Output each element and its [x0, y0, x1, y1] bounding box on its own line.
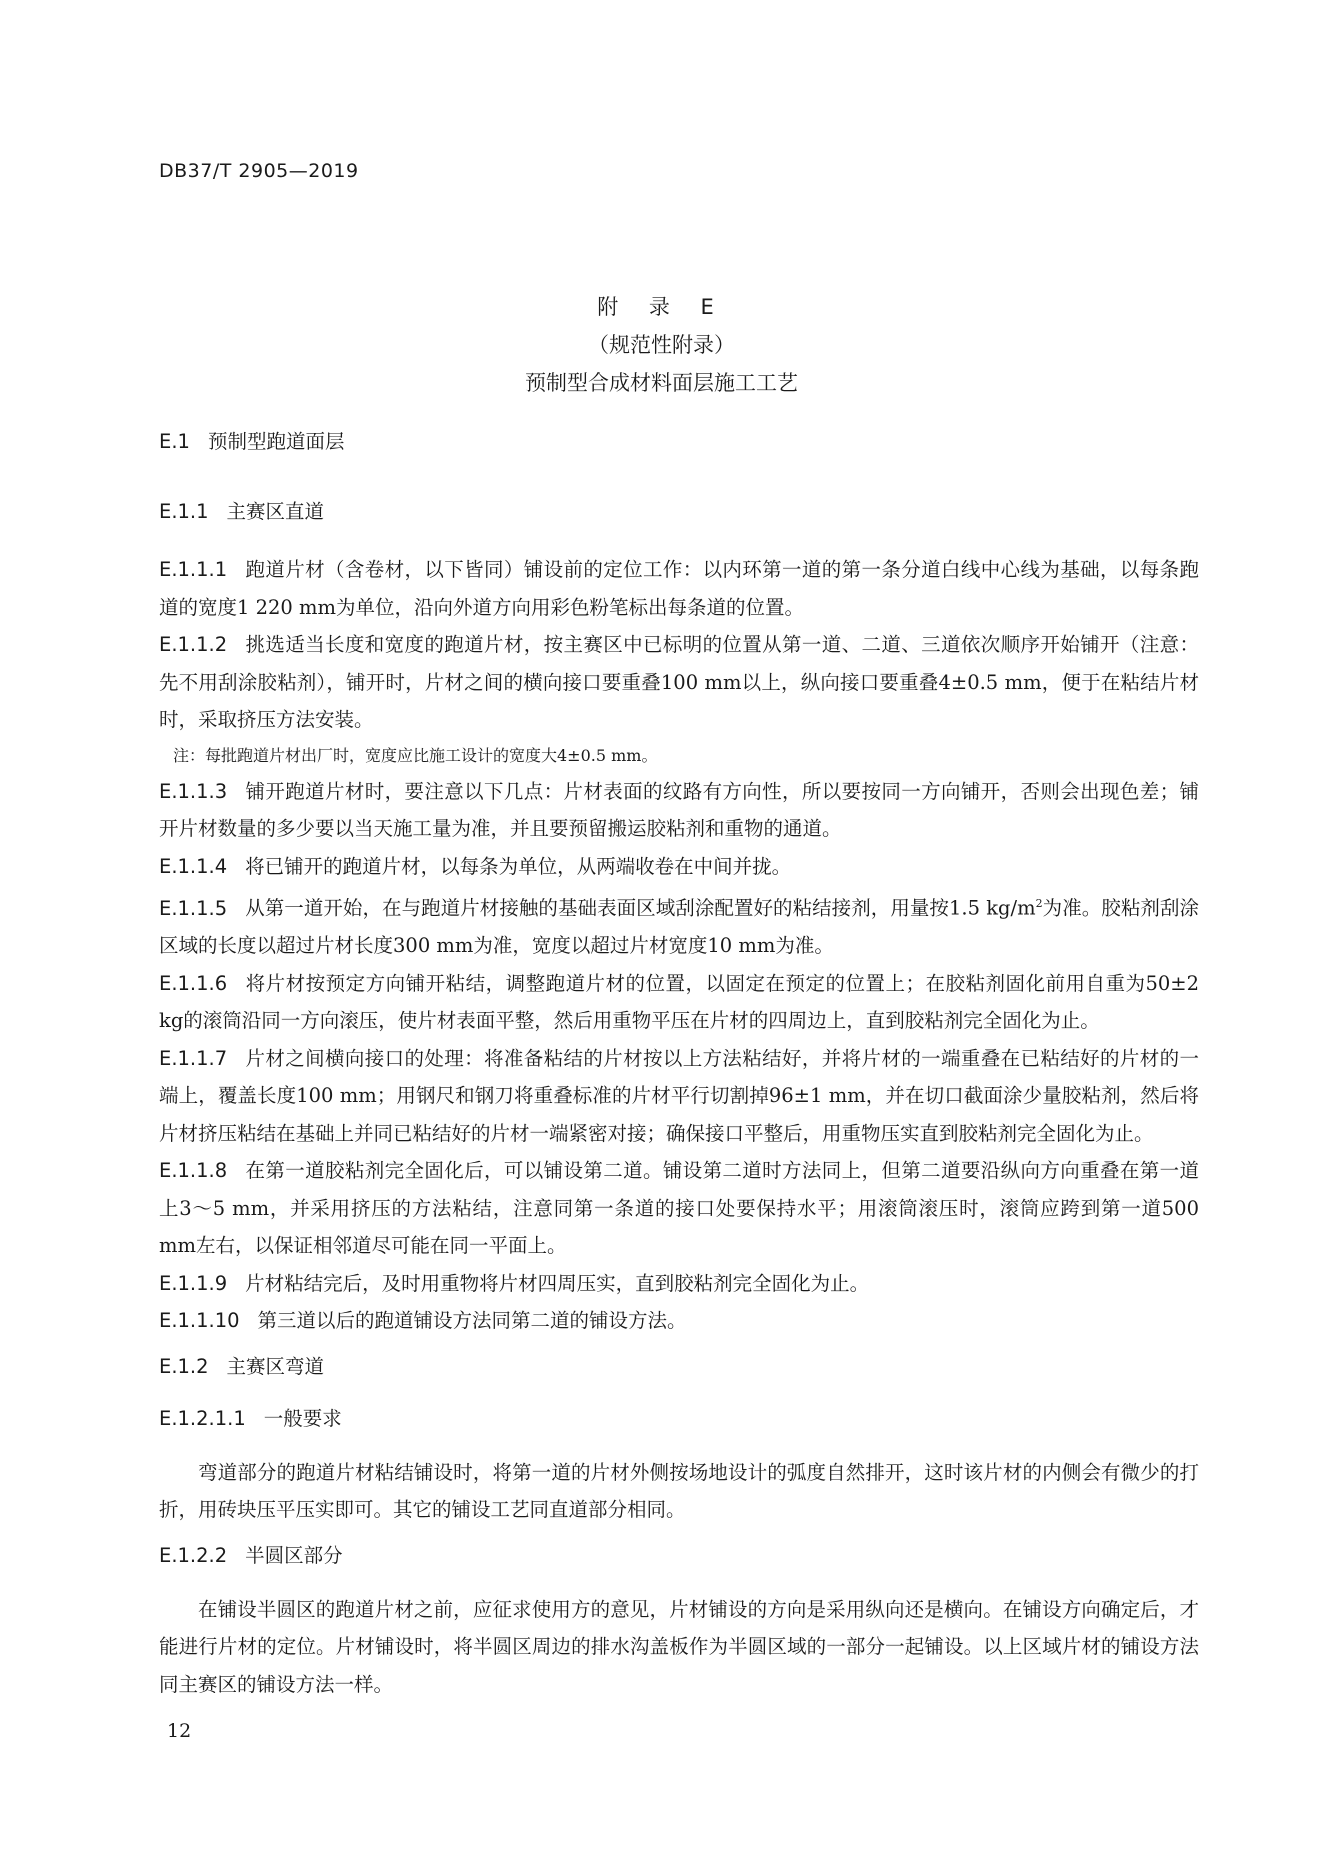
section-heading-e122 — [159, 1539, 1199, 1573]
clause-number: E.1.1.1 — [159, 558, 228, 581]
clause-e1117 — [159, 1040, 1199, 1153]
document-code: DB37/T 2905—2019 — [159, 160, 359, 182]
section-title: 主赛区弯道 — [226, 1354, 325, 1378]
clause-e1118 — [159, 1152, 1199, 1265]
annex-label: 附 录 E — [597, 295, 726, 319]
section-heading-e11 — [159, 495, 1199, 529]
clause-text: 第三道以后的跑道铺设方法同第二道的铺设方法。 — [257, 1309, 687, 1332]
clause-e1113 — [159, 773, 1199, 848]
clause-number: E.1.1.3 — [159, 779, 228, 803]
clause-text: 片材粘结完后，及时用重物将片材四周压实，直到胶粘剂完全固化为止。 — [245, 1271, 870, 1295]
clause-text: 在第一道胶粘剂完全固化后，可以铺设第二道。铺设第二道时方法同上，但第二道要沿纵向方向重叠在第一道上3～5 mm，并采用挤压的方法粘结，注意同第一条道的接口处要保持水平；用滚筒滚压时，滚筒应跨到第一道500 mm左右，以保证相邻道尽可能在同一平面上。 — [159, 1159, 1199, 1257]
clause-e1115 — [159, 885, 1199, 965]
clause-number: E.1.1.4 — [159, 854, 228, 878]
paragraph-semicircle: 在铺设半圆区的跑道片材之前，应征求使用方的意见，片材铺设的方向是采用纵向还是横向。在铺设方向确定后，才能进行片材的定位。片材铺设时，将半圆区周边的排水沟盖板作为半圆区域的一部分一起铺设。以上区域片材的铺设方法同主赛区的铺设方法一样。 — [159, 1597, 1199, 1696]
clause-text: 跑道片材（含卷材，以下皆同）铺设前的定位工作：以内环第一道的第一条分道白线中心线为基础，以每条跑道的宽度1 220 mm为单位，沿向外道方向用彩色粉笔标出每条道的位置。 — [159, 558, 1199, 619]
section-number: E.1.2.2 — [159, 1543, 228, 1567]
section-number: E.1.2.1.1 — [159, 1406, 246, 1430]
clause-number: E.1.1.2 — [159, 633, 228, 656]
clause-number: E.1.1.8 — [159, 1159, 228, 1182]
clause-text: 挑选适当长度和宽度的跑道片材，按主赛区中已标明的位置从第一道、二道、三道依次顺序开始铺开（注意：先不用刮涂胶粘剂），铺开时，片材之间的横向接口要重叠100 mm以上，纵向接口要重叠4±0.5 mm，便于在粘结片材时，采取挤压方法安装。 — [159, 633, 1199, 731]
section-heading-e1211 — [159, 1402, 1199, 1436]
clause-e1111 — [159, 551, 1199, 626]
clause-text: 将片材按预定方向铺开粘结，调整跑道片材的位置，以固定在预定的位置上；在胶粘剂固化前用自重为50±2 kg的滚筒沿同一方向滚压，使片材表面平整，然后用重物平压在片材的四周边上，直到胶粘剂完全固化为止。 — [159, 971, 1199, 1032]
clause-number: E.1.1.9 — [159, 1271, 228, 1295]
superscript: 2 — [1035, 897, 1043, 910]
clause-text: 从第一道开始，在与跑道片材接触的基础表面区域刮涂配置好的粘结接剂，用量按1.5 kg/m — [245, 896, 1036, 920]
clause-number: E.1.1.5 — [159, 896, 228, 920]
document-body — [159, 425, 1199, 1713]
clause-e1114 — [159, 848, 1199, 886]
note: 注：每批跑道片材出厂时，宽度应比施工设计的宽度大4±0.5 mm。 — [173, 745, 658, 765]
section-title: 预制型跑道面层 — [207, 430, 345, 453]
annex-title-block — [0, 288, 1323, 402]
section-heading-e12 — [159, 1350, 1199, 1384]
section-title: 半圆区部分 — [245, 1543, 343, 1567]
clause-number: E.1.1.6 — [159, 971, 228, 995]
section-number: E.1.1 — [159, 500, 209, 523]
clause-text-continued: 为准。胶粘剂刮涂区域的长度以超过片材长度300 mm为准，宽度以超过片材宽度10 mm为准。 — [159, 896, 1199, 957]
section-number: E.1 — [159, 430, 190, 453]
section-title: 主赛区直道 — [226, 500, 325, 523]
clause-text: 片材之间横向接口的处理：将准备粘结的片材按以上方法粘结好，并将片材的一端重叠在已粘结好的片材的一端上，覆盖长度100 mm；用钢尺和钢刀将重叠标准的片材平行切割掉96±1 mm，并在切口截面涂少量胶粘剂，然后将片材挤压粘结在基础上并同已粘结好的片材一端紧密对接；确保接口平整后，用重物压实直到胶粘剂完全固化为止。 — [159, 1046, 1199, 1145]
clause-e1119 — [159, 1265, 1199, 1303]
clause-e1112 — [159, 626, 1199, 739]
clause-number: E.1.1.7 — [159, 1046, 228, 1070]
paragraph-general: 弯道部分的跑道片材粘结铺设时，将第一道的片材外侧按场地设计的弧度自然排开，这时该片材的内侧会有微少的打折，用砖块压平压实即可。其它的铺设工艺同直道部分相同。 — [159, 1460, 1199, 1521]
clause-e11110 — [159, 1302, 1199, 1340]
clause-number: E.1.1.10 — [159, 1309, 240, 1332]
section-number: E.1.2 — [159, 1354, 209, 1378]
clause-e1116 — [159, 965, 1199, 1040]
section-heading-e1 — [159, 425, 1199, 459]
annex-title: 预制型合成材料面层施工工艺 — [525, 371, 798, 395]
annex-type: （规范性附录） — [588, 333, 735, 357]
page-number: 12 — [167, 1720, 192, 1742]
section-title: 一般要求 — [263, 1406, 342, 1430]
clause-text: 将已铺开的跑道片材，以每条为单位，从两端收卷在中间并拢。 — [245, 854, 792, 878]
clause-text: 铺开跑道片材时，要注意以下几点：片材表面的纹路有方向性，所以要按同一方向铺开，否则会出现色差；铺开片材数量的多少要以当天施工量为准，并且要预留搬运胶粘剂和重物的通道。 — [159, 779, 1199, 840]
